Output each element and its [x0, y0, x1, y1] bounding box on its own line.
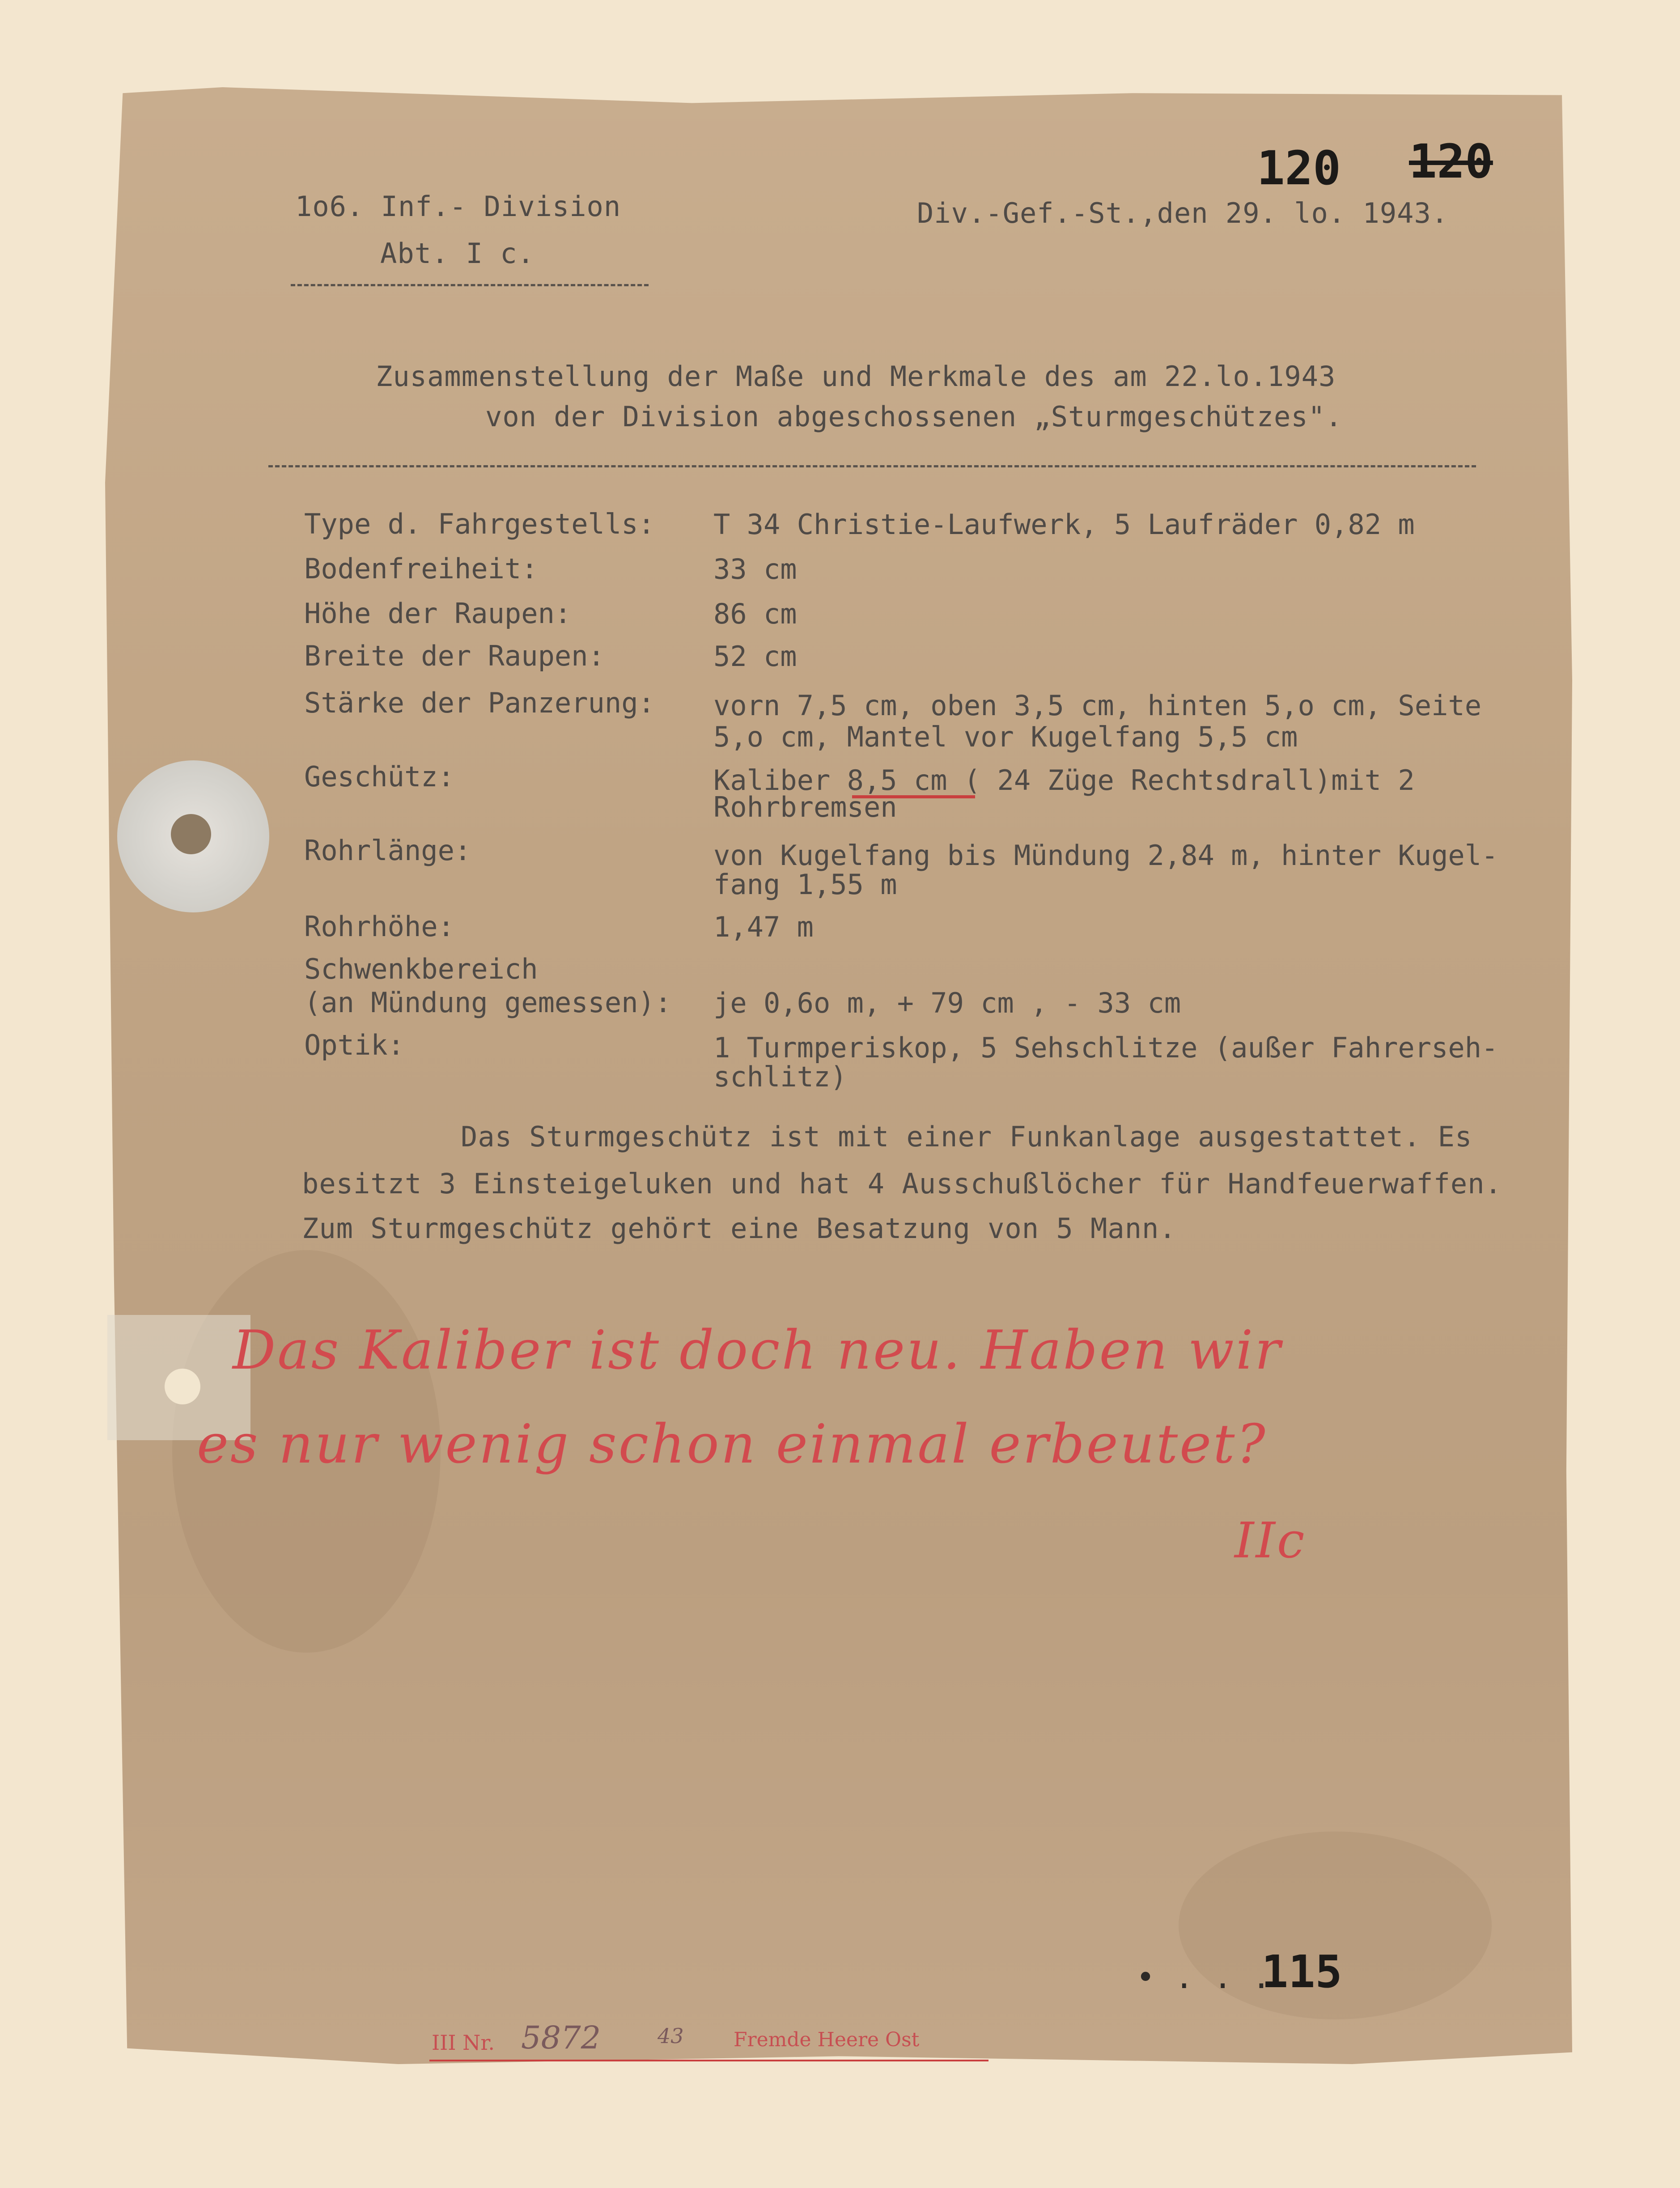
place-date: Div.-Gef.-St.,den 29. lo. 1943.: [917, 197, 1449, 229]
spec-value-continued: fang 1,55 m: [713, 868, 897, 901]
red-underline: [852, 795, 975, 798]
archive-number: 5872: [521, 2019, 601, 2056]
spec-label: Stärke der Panzerung:: [304, 687, 655, 719]
title-line-2: von der Division abgeschossenen „Sturmgeschützes".: [485, 400, 1343, 433]
archive-stamp-prefix: III Nr.: [432, 2031, 495, 2055]
spec-label: Optik:: [304, 1029, 404, 1061]
spec-label: Breite der Raupen:: [304, 640, 605, 672]
spec-value-continued: 5,o cm, Mantel vor Kugelfang 5,5 cm: [713, 721, 1298, 753]
spec-label: Bodenfreiheit:: [304, 552, 538, 585]
archive-stamp-underline: [429, 2060, 988, 2061]
footer-dots: • . . .: [1136, 1959, 1272, 1996]
title-divider: [268, 465, 1476, 467]
unit-section: Abt. I c.: [380, 237, 535, 270]
spec-value: 86 cm: [713, 598, 797, 630]
spec-label-continued: (an Mündung gemessen):: [304, 986, 672, 1019]
handwritten-note-line-2: es nur wenig schon einmal erbeutet?: [197, 1413, 1267, 1476]
header-divider: [291, 284, 649, 286]
page-stamp-struck: 120: [1409, 134, 1493, 189]
spec-value: 33 cm: [713, 553, 797, 585]
spec-value: 1,47 m: [713, 911, 814, 943]
page-stamp-number: 120: [1257, 141, 1341, 195]
spec-value: von Kugelfang bis Mündung 2,84 m, hinter Kugel-: [713, 839, 1498, 872]
body-line-3: Zum Sturmgeschütz gehört eine Besatzung von 5 Mann.: [302, 1212, 1176, 1245]
spec-label: Rohrhöhe:: [304, 910, 454, 943]
spec-value-continued: schlitz): [713, 1060, 847, 1093]
punch-hole: [171, 814, 211, 854]
spec-value: Kaliber 8,5 cm ( 24 Züge Rechtsdrall)mit 2: [713, 764, 1415, 797]
punch-hole: [165, 1369, 200, 1404]
spec-label: Geschütz:: [304, 760, 454, 793]
spec-label: Rohrlänge:: [304, 834, 471, 867]
title-line-1: Zusammenstellung der Maße und Merkmale des am 22.lo.1943: [376, 360, 1336, 393]
archive-year: 43: [658, 2024, 684, 2048]
spec-value: vorn 7,5 cm, oben 3,5 cm, hinten 5,o cm, Seite: [713, 689, 1482, 722]
spec-label: Schwenkbereich: [304, 953, 538, 985]
spec-value: 52 cm: [713, 640, 797, 673]
handwritten-note-line-1: Das Kaliber ist doch neu. Haben wir: [233, 1319, 1282, 1382]
spec-label: Type d. Fahrgestells:: [304, 508, 655, 540]
handwritten-initials: IIc: [1235, 1512, 1307, 1569]
archive-office: Fremde Heere Ost: [734, 2028, 920, 2051]
spec-value: T 34 Christie-Laufwerk, 5 Laufräder 0,82 m: [713, 508, 1415, 541]
spec-value-continued: Rohrbremsen: [713, 791, 897, 823]
spec-value: 1 Turmperiskop, 5 Sehschlitze (außer Fahrerseh-: [713, 1031, 1498, 1064]
spec-label: Höhe der Raupen:: [304, 597, 572, 630]
body-line-2: besitzt 3 Einsteigeluken und hat 4 Ausschußlöcher für Handfeuerwaffen.: [302, 1167, 1502, 1200]
body-line-1: Das Sturmgeschütz ist mit einer Funkanlage ausgestattet. Es: [461, 1120, 1472, 1153]
page-number-stamp: 115: [1261, 1946, 1342, 1998]
spec-value: je 0,6o m, + 79 cm , - 33 cm: [713, 987, 1181, 1019]
unit-name: 1o6. Inf.- Division: [295, 190, 621, 223]
